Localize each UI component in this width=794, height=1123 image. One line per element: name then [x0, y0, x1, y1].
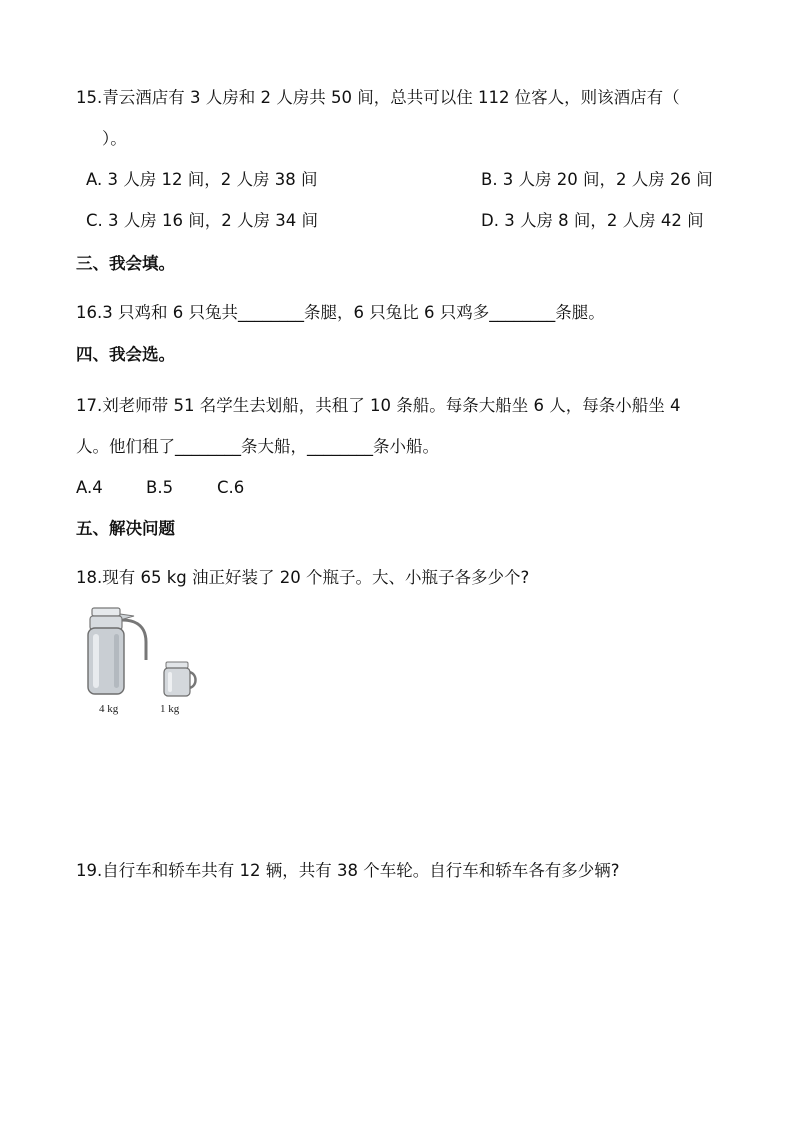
q17-option-b: B.5: [146, 478, 174, 497]
q15-option-a: A. 3 人房 12 间，2 人房 38 间: [86, 170, 318, 189]
q15-option-d: D. 3 人房 8 间，2 人房 42 间: [481, 211, 704, 230]
big-oil-bottle-icon: [80, 606, 152, 698]
big-bottle-label: 4 kg: [99, 703, 119, 715]
q17-stem-line1: 17.刘老师带 51 名学生去划船，共租了 10 条船。每条大船坐 6 人，每条小船坐 4: [76, 396, 681, 415]
q18-text: 18.现有 65 kg 油正好装了 20 个瓶子。大、小瓶子各多少个?: [76, 568, 530, 587]
small-oil-jar-icon: [160, 660, 202, 700]
q15-stem-line2: ）。: [102, 129, 127, 148]
q15-option-b: B. 3 人房 20 间，2 人房 26 间: [481, 170, 713, 189]
q15-stem-line1: 15.青云酒店有 3 人房和 2 人房共 50 间，总共可以住 112 位客人，则该酒店有（: [76, 88, 680, 107]
q17-option-a: A.4: [76, 478, 103, 497]
section-heading-fill: 三、我会填。: [76, 254, 175, 273]
small-bottle-label: 1 kg: [160, 703, 180, 715]
section-heading-choose: 四、我会选。: [76, 345, 175, 364]
q15-option-c: C. 3 人房 16 间，2 人房 34 间: [86, 211, 318, 230]
q17-stem-line2: 人。他们租了________条大船，________条小船。: [76, 437, 439, 456]
q17-option-c: C.6: [217, 478, 245, 497]
q16-text: 16.3 只鸡和 6 只兔共________条腿，6 只兔比 6 只鸡多________条腿。: [76, 303, 605, 322]
q19-text: 19.自行车和轿车共有 12 辆，共有 38 个车轮。自行车和轿车各有多少辆?: [76, 861, 620, 880]
section-heading-solve: 五、解决问题: [76, 519, 175, 538]
